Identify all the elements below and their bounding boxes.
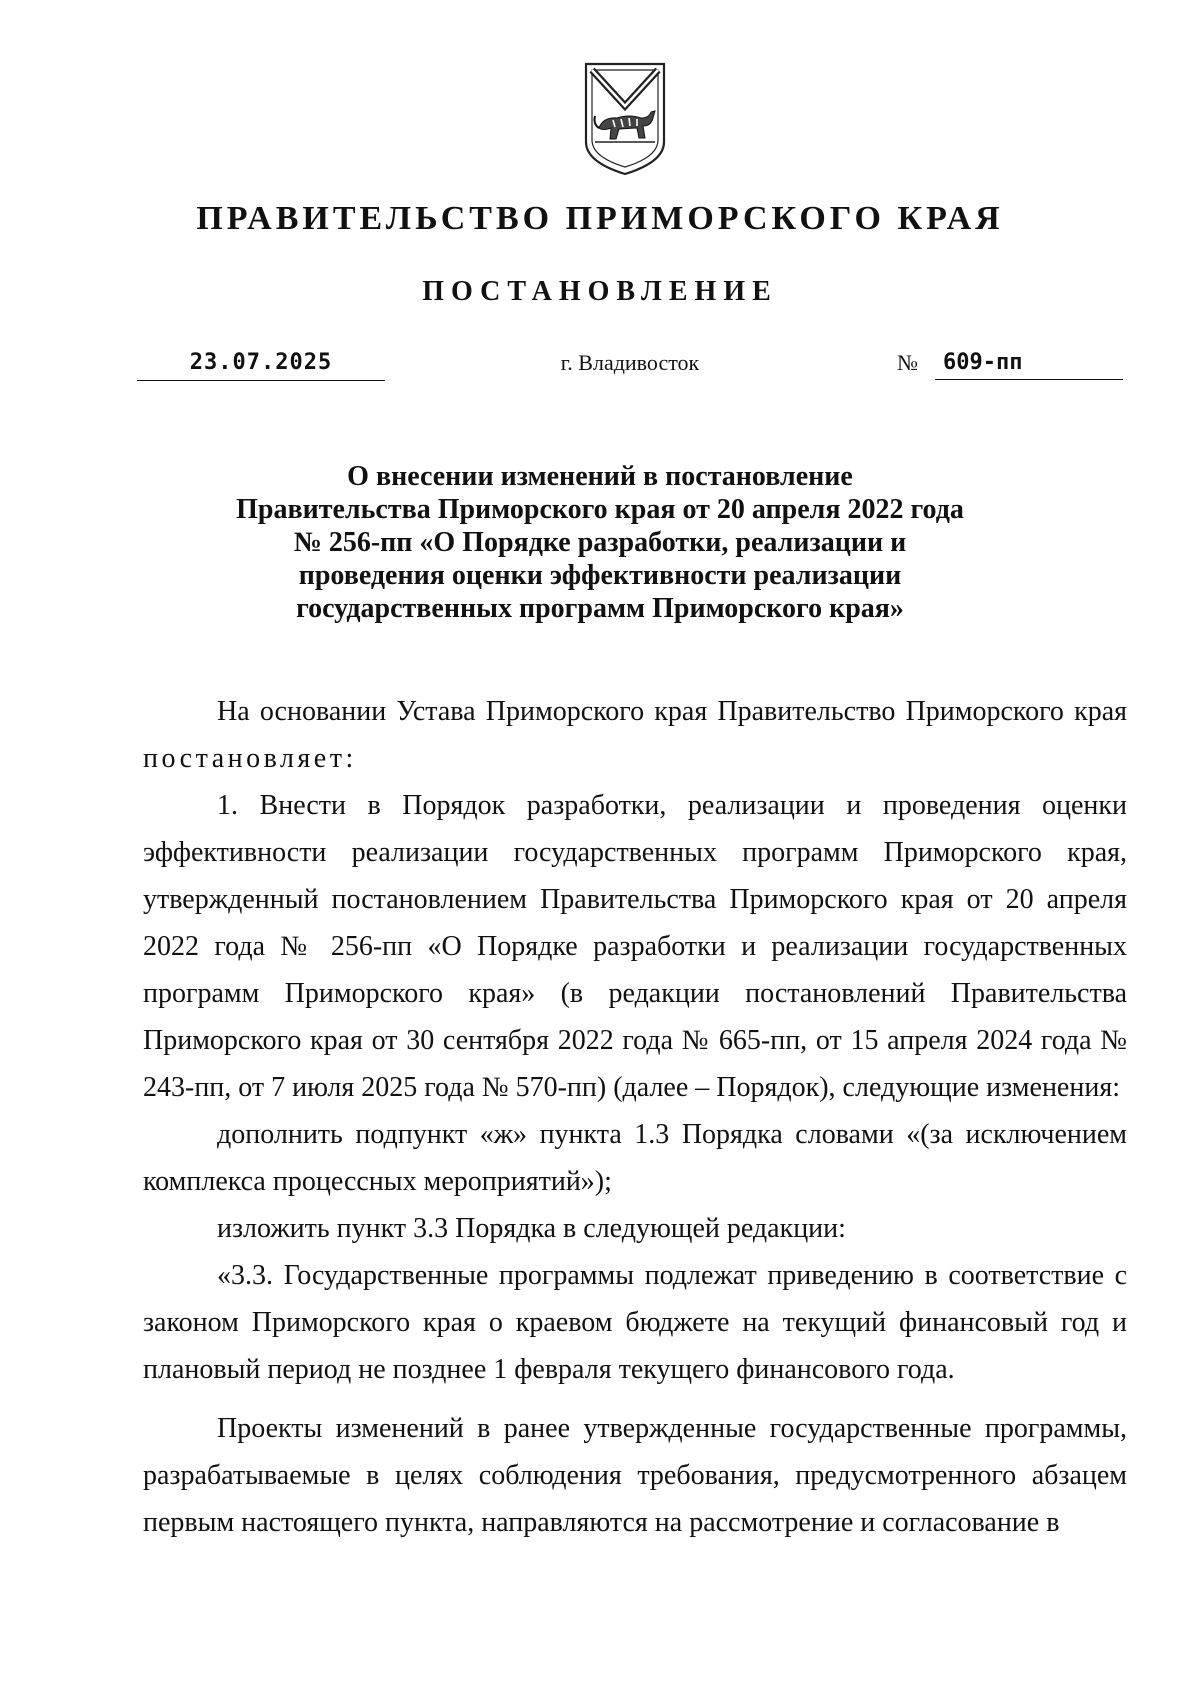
subject-line: Правительства Приморского края от 20 апреля 2022 года xyxy=(236,494,964,525)
coat-of-arms-icon xyxy=(583,62,667,176)
government-title: ПРАВИТЕЛЬСТВО ПРИМОРСКОГО КРАЯ xyxy=(196,200,1004,237)
document-city: г. Владивосток xyxy=(560,350,700,375)
document-type: ПОСТАНОВЛЕНИЕ xyxy=(422,276,778,307)
paragraph-amendment-2: изложить пункт 3.3 Порядка в следующей редакции: xyxy=(217,1213,846,1244)
paragraph-preamble xyxy=(143,688,1127,782)
paragraph-clause-3-3-cont: Проекты изменений в ранее утвержденные государственные программы, разрабатываемые в целях соблюдения требования, предусмотренного абзацем первым настоящего пункта, направляются на рассмотрение и согласование в xyxy=(143,1413,1127,1538)
document-body xyxy=(143,688,1127,1546)
preamble-text: На основании Устава Приморского края Правительство Приморского края xyxy=(217,696,1127,727)
paragraph-item-1: 1. Внести в Порядок разработки, реализации и проведения оценки эффективности реализации государственных программ Приморского края, утвержденный постановлением Правительства Приморского края от 20 апреля 2022 года № 256-пп «О Порядке разработки и реализации государственных программ Приморского края» (в редакции постановлений Правительства Приморского края от 30 сентября 2022 года № 665-пп, от 15 апреля 2024 года № 243-пп, от 7 июля 2025 года № 570-пп) (далее – Порядок), следующие изменения: xyxy=(143,790,1127,1103)
decree-word: постановляет: xyxy=(143,743,357,774)
paragraph-amendment-1: дополнить подпункт «ж» пункта 1.3 Порядка словами «(за исключением комплекса процессных мероприятий»); xyxy=(143,1119,1127,1197)
subject-line: О внесении изменений в постановление xyxy=(347,461,853,492)
document-subject xyxy=(180,460,1020,625)
document-date: 23.07.2025 xyxy=(137,350,385,381)
document-number: 609-пп xyxy=(935,350,1123,380)
number-sign: № xyxy=(897,350,918,375)
subject-line: проведения оценки эффективности реализации xyxy=(298,560,902,591)
subject-line: государственных программ Приморского края» xyxy=(296,593,904,624)
subject-line: № 256-пп «О Порядке разработки, реализации и xyxy=(293,527,907,558)
paragraph-clause-3-3: «3.3. Государственные программы подлежат приведению в соответствие с законом Приморского края о краевом бюджете на текущий финансовый год и плановый период не позднее 1 февраля текущего финансового года. xyxy=(143,1260,1127,1385)
